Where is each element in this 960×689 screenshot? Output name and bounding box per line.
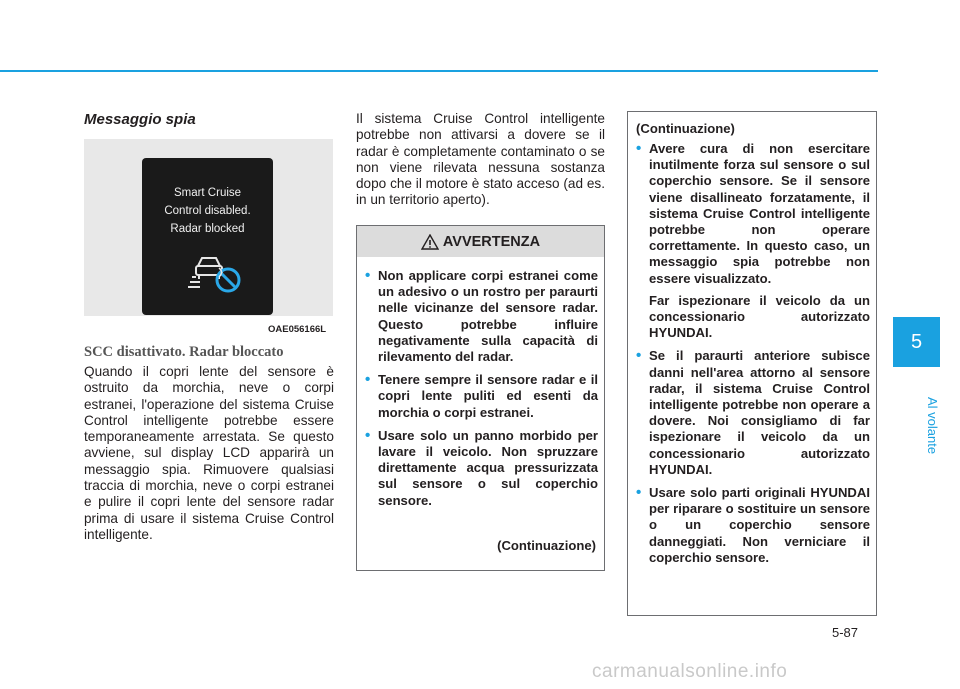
- warning-item: [636, 141, 870, 341]
- lcd-line-2: Control disabled.: [164, 205, 251, 217]
- warning-box-continued: [627, 111, 877, 616]
- header-rule: [0, 70, 878, 72]
- warning-triangle-icon: [421, 234, 439, 250]
- watermark: carmanualsonline.info: [592, 661, 788, 682]
- warning-box: [356, 225, 605, 571]
- lcd-message: [142, 184, 273, 238]
- chapter-tab[interactable]: [893, 317, 940, 367]
- chapter-number: 5: [910, 330, 923, 353]
- body-paragraph-middle: Il sistema Cruise Control intelligente potrebbe non attivarsi a dovere se il radar è completamente contaminato o se non viene rilevata nessuna sostanza dopo che il motore è stato acceso (ad es. in un territorio aperto).: [356, 111, 605, 208]
- continued-label: (Continuazione): [636, 121, 735, 136]
- body-paragraph-left: Quando il copri lente del sensore è ostruito da morchia, neve o corpi estranei, l'operazione del sistema Cruise Control intelligente potrebbe essere temporaneamente arrestata. Se questo avviene, sul display LCD apparirà un messaggio spia. Rimuovere qualsiasi traccia di morchia, neve o corpi estranei e pulire il copri lente del sensore radar prima di usare il sistema Cruise Control intelligente.: [84, 364, 334, 542]
- warning-header: [357, 226, 604, 257]
- warning-title: AVVERTENZA: [442, 233, 541, 250]
- message-title: SCC disattivato. Radar bloccato: [84, 344, 284, 360]
- warning-item: • Tenere sempre il sensore radar e il copri lente puliti ed esenti da morchia o corpi estranei.: [365, 372, 598, 421]
- warning-item-text: Avere cura di non esercitare inutilmente forza sul sensore o sul coperchio sensore. Se il sensore viene disallineato forzatamente, il sistema Cruise Control intelligente potrebbe non operare correttamente. In questo caso, un messaggio spia potrebbe non essere visualizzato.: [649, 141, 870, 286]
- lcd-display: [142, 158, 273, 315]
- warning-list-continued: [636, 141, 870, 573]
- lcd-figure: [84, 139, 333, 316]
- page-number: 5-87: [832, 625, 859, 640]
- chapter-title: Al volante: [925, 397, 940, 455]
- continued-label: (Continuazione): [497, 538, 596, 553]
- figure-code: OAE056166L: [268, 324, 327, 335]
- lcd-line-3: Radar blocked: [170, 223, 245, 235]
- warning-item: • Usare solo un panno morbido per lavare il veicolo. Non spruzzare direttamente acqua pressurizzata sul sensore o sul coperchio sensore.: [365, 428, 598, 509]
- radar-blocked-icon: [186, 248, 244, 294]
- warning-item: • Non applicare corpi estranei come un adesivo o un rostro per paraurti nelle vicinanze del sensore radar. Questo potrebbe influire negativamente sulla capacità di rilevamento del radar.: [365, 268, 598, 365]
- warning-item-note: Far ispezionare il veicolo da un concessionario autorizzato HYUNDAI.: [649, 292, 870, 341]
- warning-list: [365, 268, 598, 516]
- section-heading: Messaggio spia: [84, 111, 196, 128]
- warning-item: • Se il paraurti anteriore subisce danni nell'area attorno al sensore radar, il sistema Cruise Control intelligente potrebbe non operare a dovere. Noi consigliamo di far ispezionare il veicolo da un concessionario autorizzato HYUNDAI.: [636, 348, 870, 478]
- warning-item: • Usare solo parti originali HYUNDAI per riparare o sostituire un sensore o un coperchio sensore danneggiati. Non verniciare il coperchio sensore.: [636, 485, 870, 566]
- lcd-line-1: Smart Cruise: [173, 187, 242, 199]
